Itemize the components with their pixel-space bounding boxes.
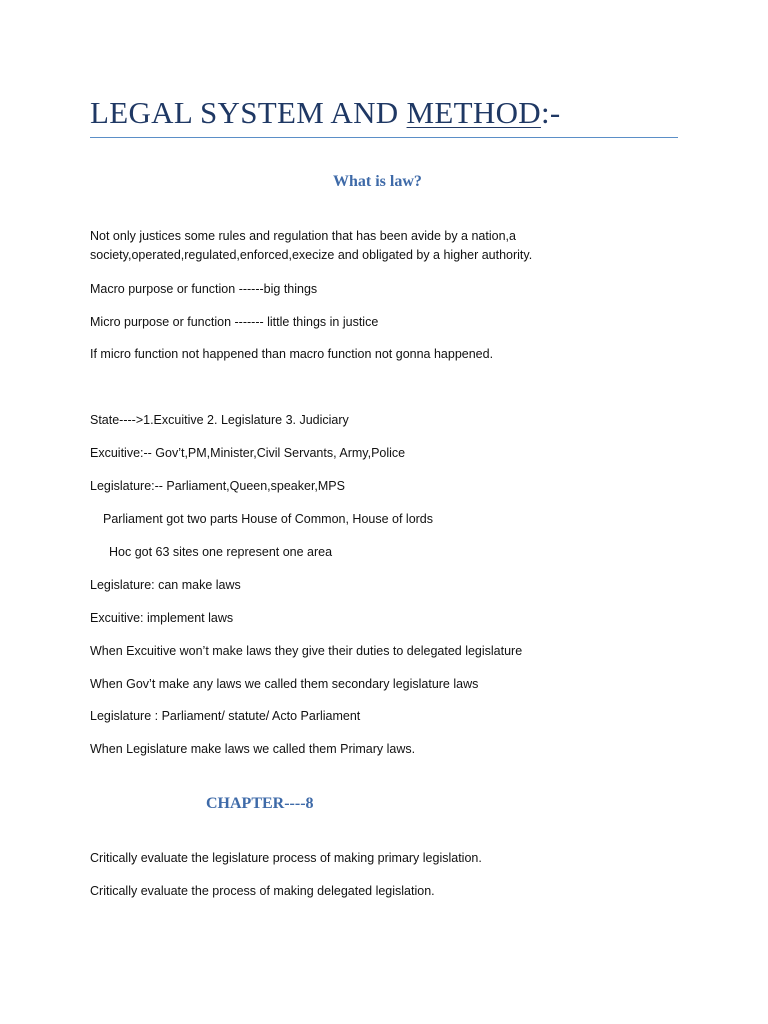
title-suffix: :-: [540, 95, 561, 130]
section-heading: What is law?: [333, 173, 422, 190]
title-main: LEGAL SYSTEM AND: [90, 95, 407, 130]
body-line: Legislature:-- Parliament,Queen,speaker,MPS: [90, 479, 345, 493]
title-underlined-word: METHOD: [406, 95, 541, 130]
body-line: Excuitive:-- Gov’t,PM,Minister,Civil Servants, Army,Police: [90, 446, 406, 460]
body-line: Legislature : Parliament/ statute/ Acto Parliament: [90, 709, 361, 723]
intro-line-1: Not only justices some rules and regulation that has been avide by a nation,a: [90, 229, 516, 243]
body-line: State---->1.Excuitive 2. Legislature 3. Judiciary: [90, 413, 349, 427]
body-line: When Gov’t make any laws we called them secondary legislature laws: [90, 677, 479, 691]
body-line: Hoc got 63 sites one represent one area: [109, 545, 333, 559]
body-line: Parliament got two parts House of Common, House of lords: [103, 512, 434, 526]
chapter-line: Critically evaluate the legislature process of making primary legislation.: [90, 851, 482, 865]
body-line: Legislature: can make laws: [90, 578, 241, 592]
body-line: Micro purpose or function ------- little things in justice: [90, 315, 379, 329]
body-line: When Legislature make laws we called them Primary laws.: [90, 742, 416, 756]
body-line: If micro function not happened than macro function not gonna happened.: [90, 347, 494, 361]
title-divider: [90, 137, 678, 138]
intro-line-2: society,operated,regulated,enforced,execize and obligated by a higher authority.: [90, 248, 533, 262]
chapter-heading: CHAPTER----8: [206, 795, 314, 812]
document-title: [90, 94, 561, 132]
body-line: Excuitive: implement laws: [90, 611, 234, 625]
body-line: When Excuitive won’t make laws they give their duties to delegated legislature: [90, 644, 523, 658]
body-line: Macro purpose or function ------big things: [90, 282, 318, 296]
chapter-line: Critically evaluate the process of making delegated legislation.: [90, 884, 435, 898]
